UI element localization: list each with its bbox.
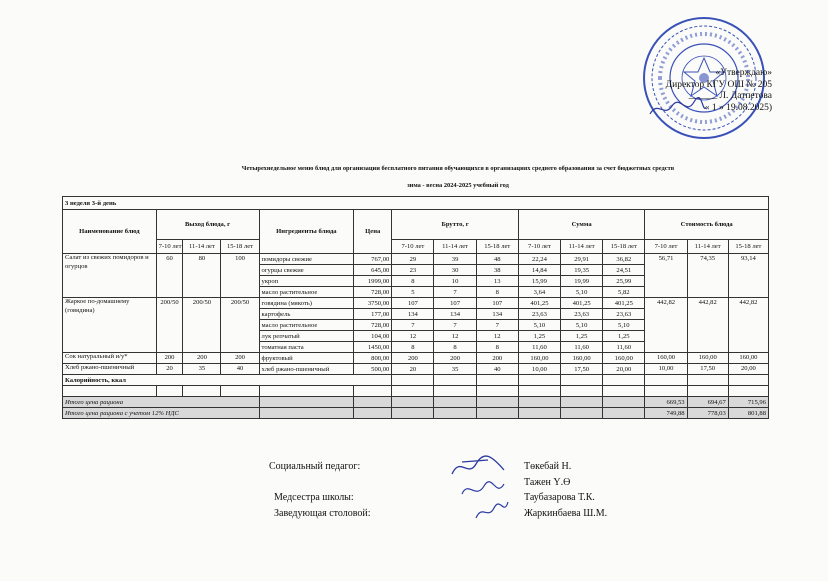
ingredient-gross: 200 bbox=[434, 353, 476, 364]
ingredient-gross: 35 bbox=[434, 364, 476, 375]
ingredient-price: 1999,00 bbox=[354, 276, 392, 287]
total-value-ration: 669,53 bbox=[645, 397, 687, 408]
social-pedagogue-name-2: Тажен Ү.Ө bbox=[524, 477, 571, 488]
dish-cost: 56,71 bbox=[645, 254, 687, 298]
table-cell bbox=[518, 375, 560, 386]
table-cell bbox=[603, 408, 645, 419]
table-cell bbox=[561, 386, 603, 397]
ingredient-sum: 401,25 bbox=[561, 298, 603, 309]
total-value-ration: 694,67 bbox=[687, 397, 728, 408]
table-cell bbox=[156, 386, 183, 397]
calories-row bbox=[63, 375, 769, 386]
table-cell bbox=[603, 375, 645, 386]
ingredient-sum: 1,25 bbox=[561, 331, 603, 342]
ingredient-sum: 15,99 bbox=[518, 276, 560, 287]
ingredient-gross: 134 bbox=[392, 309, 434, 320]
table-cell bbox=[561, 375, 603, 386]
table-cell bbox=[434, 386, 476, 397]
table-cell bbox=[603, 386, 645, 397]
ingredient-sum: 160,00 bbox=[603, 353, 645, 364]
total-row-ration bbox=[63, 397, 769, 408]
header-price: Цена bbox=[354, 210, 392, 254]
table-row bbox=[63, 298, 769, 309]
approval-line-1: «Утверждаю» bbox=[715, 68, 772, 78]
ingredient-gross: 107 bbox=[476, 298, 518, 309]
header-age-gross: 15-18 лет bbox=[476, 240, 518, 254]
table-cell bbox=[259, 397, 354, 408]
director-signature-icon bbox=[648, 96, 708, 120]
ingredient-sum: 5,10 bbox=[603, 320, 645, 331]
ingredient-gross: 8 bbox=[476, 342, 518, 353]
table-row bbox=[63, 364, 769, 375]
table-cell bbox=[687, 375, 728, 386]
social-pedagogue-label: Социальный педагог: bbox=[269, 461, 361, 472]
ingredient-sum: 19,35 bbox=[561, 265, 603, 276]
table-row bbox=[63, 353, 769, 364]
canteen-head-signature-icon bbox=[472, 498, 512, 522]
canteen-head-label: Заведующая столовой: bbox=[274, 508, 371, 519]
ingredient-sum: 5,10 bbox=[561, 320, 603, 331]
header-age-yield: 7-10 лет bbox=[156, 240, 183, 254]
ingredient-gross: 8 bbox=[392, 276, 434, 287]
ingredient: масло растительное bbox=[259, 320, 354, 331]
dish-yield: 60 bbox=[156, 254, 183, 298]
dish-cost: 10,00 bbox=[645, 364, 687, 375]
table-row bbox=[63, 254, 769, 265]
header-gross: Брутто, г bbox=[392, 210, 519, 240]
dish-yield: 40 bbox=[221, 364, 259, 375]
ingredient-gross: 23 bbox=[392, 265, 434, 276]
ingredient-sum: 160,00 bbox=[518, 353, 560, 364]
header-yield: Выход блюда, г bbox=[156, 210, 259, 240]
header-age-yield: 11-14 лет bbox=[183, 240, 221, 254]
ingredient-sum: 160,00 bbox=[561, 353, 603, 364]
header-age-sum: 7-10 лет bbox=[518, 240, 560, 254]
ingredient-gross: 7 bbox=[434, 287, 476, 298]
ingredient-price: 3750,00 bbox=[354, 298, 392, 309]
table-cell bbox=[518, 397, 560, 408]
nurse-name: Таубазарова Т.К. bbox=[524, 492, 595, 503]
ingredient: хлеб ржано-пшеничный bbox=[259, 364, 354, 375]
dish-name: Сок натуральный и/у* bbox=[63, 353, 157, 364]
ingredient-sum: 1,25 bbox=[518, 331, 560, 342]
ingredient: томатная паста bbox=[259, 342, 354, 353]
total-value-vat: 801,88 bbox=[728, 408, 768, 419]
dish-cost: 442,82 bbox=[687, 298, 728, 353]
dish-yield: 35 bbox=[183, 364, 221, 375]
ingredient-price: 500,00 bbox=[354, 364, 392, 375]
document-title: Четырехнедельное меню блюд для организации бесплатного питания обучающихся в организациях среднего образования за счет бюджетных средств bbox=[241, 165, 675, 172]
ingredient-gross: 8 bbox=[476, 287, 518, 298]
dish-name: Жаркое по-домашнему (говядина) bbox=[63, 298, 157, 353]
ingredient-gross: 13 bbox=[476, 276, 518, 287]
ingredient-gross: 40 bbox=[476, 364, 518, 375]
dish-cost: 20,00 bbox=[728, 364, 768, 375]
ingredient-sum: 401,25 bbox=[603, 298, 645, 309]
ingredient-sum: 11,60 bbox=[518, 342, 560, 353]
calories-label: Калорийность, ккал bbox=[63, 375, 392, 386]
table-cell bbox=[183, 386, 221, 397]
dish-cost: 160,00 bbox=[645, 353, 687, 364]
ingredient-gross: 107 bbox=[434, 298, 476, 309]
dish-yield: 200 bbox=[221, 353, 259, 364]
table-cell bbox=[561, 408, 603, 419]
ingredient-sum: 25,99 bbox=[603, 276, 645, 287]
canteen-head-name: Жаркинбаева Ш.М. bbox=[524, 508, 608, 519]
section-row bbox=[63, 197, 769, 210]
ingredient: фруктовый bbox=[259, 353, 354, 364]
ingredient-sum: 23,63 bbox=[518, 309, 560, 320]
table-cell bbox=[221, 386, 259, 397]
ingredient-gross: 5 bbox=[392, 287, 434, 298]
dish-cost: 442,82 bbox=[728, 298, 768, 353]
header-age-sum: 11-14 лет bbox=[561, 240, 603, 254]
ingredient-sum: 20,00 bbox=[603, 364, 645, 375]
header-row bbox=[63, 210, 769, 230]
table-cell bbox=[392, 375, 434, 386]
ingredient-price: 728,00 bbox=[354, 287, 392, 298]
ingredient-gross: 134 bbox=[476, 309, 518, 320]
header-sum: Сумма bbox=[518, 210, 645, 240]
ingredient-gross: 8 bbox=[392, 342, 434, 353]
ingredient-gross: 8 bbox=[434, 342, 476, 353]
ingredient-gross: 30 bbox=[434, 265, 476, 276]
table-cell bbox=[434, 375, 476, 386]
ingredient-sum: 5,10 bbox=[518, 320, 560, 331]
ingredient: говядина (мякоть) bbox=[259, 298, 354, 309]
ingredient-gross: 7 bbox=[476, 320, 518, 331]
ingredient-price: 104,00 bbox=[354, 331, 392, 342]
ingredient-sum: 401,25 bbox=[518, 298, 560, 309]
table-cell bbox=[603, 397, 645, 408]
header-cost: Стоимость блюда bbox=[645, 210, 769, 240]
ingredient-sum: 19,99 bbox=[561, 276, 603, 287]
header-name: Наименование блюд bbox=[63, 210, 157, 254]
table-cell bbox=[354, 386, 392, 397]
ingredient-gross: 12 bbox=[434, 331, 476, 342]
table-cell bbox=[518, 386, 560, 397]
ingredient-gross: 134 bbox=[434, 309, 476, 320]
ingredient-sum: 11,60 bbox=[603, 342, 645, 353]
ingredient-gross: 200 bbox=[392, 353, 434, 364]
approval-line-2: Директор КГУ ОШ № 205 bbox=[665, 79, 772, 90]
total-label-vat: Итого цена рациона с учетом 12% НДС bbox=[63, 408, 260, 419]
dish-yield: 200/50 bbox=[183, 298, 221, 353]
ingredient-gross: 10 bbox=[434, 276, 476, 287]
table-cell bbox=[434, 397, 476, 408]
dish-yield: 200/50 bbox=[156, 298, 183, 353]
ingredient-sum: 5,82 bbox=[603, 287, 645, 298]
table-cell bbox=[392, 386, 434, 397]
dish-yield: 200 bbox=[156, 353, 183, 364]
ingredient-sum: 22,24 bbox=[518, 254, 560, 265]
table-cell bbox=[728, 375, 768, 386]
dish-name: Салат из свежих помидоров и огурцов bbox=[63, 254, 157, 298]
header-age-row bbox=[63, 240, 769, 254]
ingredient-gross: 29 bbox=[392, 254, 434, 265]
dish-yield: 100 bbox=[221, 254, 259, 298]
ingredient-gross: 7 bbox=[434, 320, 476, 331]
table-cell bbox=[434, 408, 476, 419]
table-cell bbox=[354, 397, 392, 408]
dish-cost: 160,00 bbox=[728, 353, 768, 364]
table-cell bbox=[476, 408, 518, 419]
ingredient-sum: 10,00 bbox=[518, 364, 560, 375]
table-cell bbox=[561, 397, 603, 408]
ingredient-gross: 200 bbox=[476, 353, 518, 364]
header-age-cost: 11-14 лет bbox=[687, 240, 728, 254]
ingredient-sum: 1,25 bbox=[603, 331, 645, 342]
ingredient-price: 728,00 bbox=[354, 320, 392, 331]
dish-cost: 160,00 bbox=[687, 353, 728, 364]
table-cell bbox=[63, 386, 157, 397]
ingredient-price: 177,00 bbox=[354, 309, 392, 320]
total-label-ration: Итого цена рациона bbox=[63, 397, 260, 408]
ingredient-sum: 24,51 bbox=[603, 265, 645, 276]
menu-table bbox=[62, 196, 769, 419]
ingredient-price: 800,00 bbox=[354, 353, 392, 364]
header-age-sum: 15-18 лет bbox=[603, 240, 645, 254]
ingredient-sum: 11,60 bbox=[561, 342, 603, 353]
header-age-cost: 15-18 лет bbox=[728, 240, 768, 254]
total-value-vat: 778,03 bbox=[687, 408, 728, 419]
ingredient: лук репчатый bbox=[259, 331, 354, 342]
table-cell bbox=[354, 408, 392, 419]
table-cell bbox=[476, 386, 518, 397]
dish-yield: 20 bbox=[156, 364, 183, 375]
nurse-label: Медсестра школы: bbox=[274, 492, 354, 503]
table-cell bbox=[392, 408, 434, 419]
ingredient: огурцы свежие bbox=[259, 265, 354, 276]
table-cell bbox=[728, 386, 768, 397]
table-cell bbox=[645, 386, 687, 397]
ingredient-gross: 12 bbox=[476, 331, 518, 342]
header-age-gross: 11-14 лет bbox=[434, 240, 476, 254]
ingredient: помидоры свежие bbox=[259, 254, 354, 265]
ingredient-sum: 3,64 bbox=[518, 287, 560, 298]
table-cell bbox=[476, 397, 518, 408]
ingredient-price: 1450,00 bbox=[354, 342, 392, 353]
ingredient-price: 645,00 bbox=[354, 265, 392, 276]
dish-yield: 200 bbox=[183, 353, 221, 364]
ingredient: укроп bbox=[259, 276, 354, 287]
total-value-vat: 749,88 bbox=[645, 408, 687, 419]
document-subtitle: зима - весна 2024-2025 учебный год bbox=[407, 182, 509, 189]
total-value-ration: 715,96 bbox=[728, 397, 768, 408]
ingredient-gross: 7 bbox=[392, 320, 434, 331]
header-age-cost: 7-10 лет bbox=[645, 240, 687, 254]
ingredient-gross: 48 bbox=[476, 254, 518, 265]
dish-cost: 93,14 bbox=[728, 254, 768, 298]
ingredient: масло растительное bbox=[259, 287, 354, 298]
header-age-yield: 15-18 лет bbox=[221, 240, 259, 254]
ingredient-gross: 39 bbox=[434, 254, 476, 265]
ingredient-gross: 107 bbox=[392, 298, 434, 309]
spacer-row bbox=[63, 386, 769, 397]
approval-line-3: ______ Л. Датпетова bbox=[688, 91, 772, 101]
ingredient: картофель bbox=[259, 309, 354, 320]
approval-line-4: « 1 » 19.08.2025) bbox=[704, 102, 772, 113]
ingredient-sum: 23,63 bbox=[561, 309, 603, 320]
dish-cost: 17,50 bbox=[687, 364, 728, 375]
table-cell bbox=[476, 375, 518, 386]
ingredient-gross: 12 bbox=[392, 331, 434, 342]
table-cell bbox=[392, 397, 434, 408]
ingredient-sum: 14,84 bbox=[518, 265, 560, 276]
dish-cost: 74,35 bbox=[687, 254, 728, 298]
social-pedagogue-name-1: Төкебай Н. bbox=[524, 461, 572, 472]
ingredient-gross: 38 bbox=[476, 265, 518, 276]
ingredient-sum: 36,82 bbox=[603, 254, 645, 265]
header-age-gross: 7-10 лет bbox=[392, 240, 434, 254]
dish-yield: 80 bbox=[183, 254, 221, 298]
ingredient-sum: 17,50 bbox=[561, 364, 603, 375]
ingredient-sum: 29,91 bbox=[561, 254, 603, 265]
table-cell bbox=[259, 386, 354, 397]
total-row-vat bbox=[63, 408, 769, 419]
ingredient-gross: 20 bbox=[392, 364, 434, 375]
dish-yield: 200/50 bbox=[221, 298, 259, 353]
header-ingredients: Ингредиенты блюда bbox=[259, 210, 354, 254]
ingredient-price: 767,00 bbox=[354, 254, 392, 265]
ingredient-sum: 5,10 bbox=[561, 287, 603, 298]
table-cell bbox=[645, 375, 687, 386]
section-title: 3 неделя 3-й день bbox=[63, 197, 769, 210]
ingredient-sum: 23,63 bbox=[603, 309, 645, 320]
dish-name: Хлеб ржано-пшеничный bbox=[63, 364, 157, 375]
dish-cost: 442,82 bbox=[645, 298, 687, 353]
table-cell bbox=[687, 386, 728, 397]
table-cell bbox=[259, 408, 354, 419]
table-cell bbox=[518, 408, 560, 419]
